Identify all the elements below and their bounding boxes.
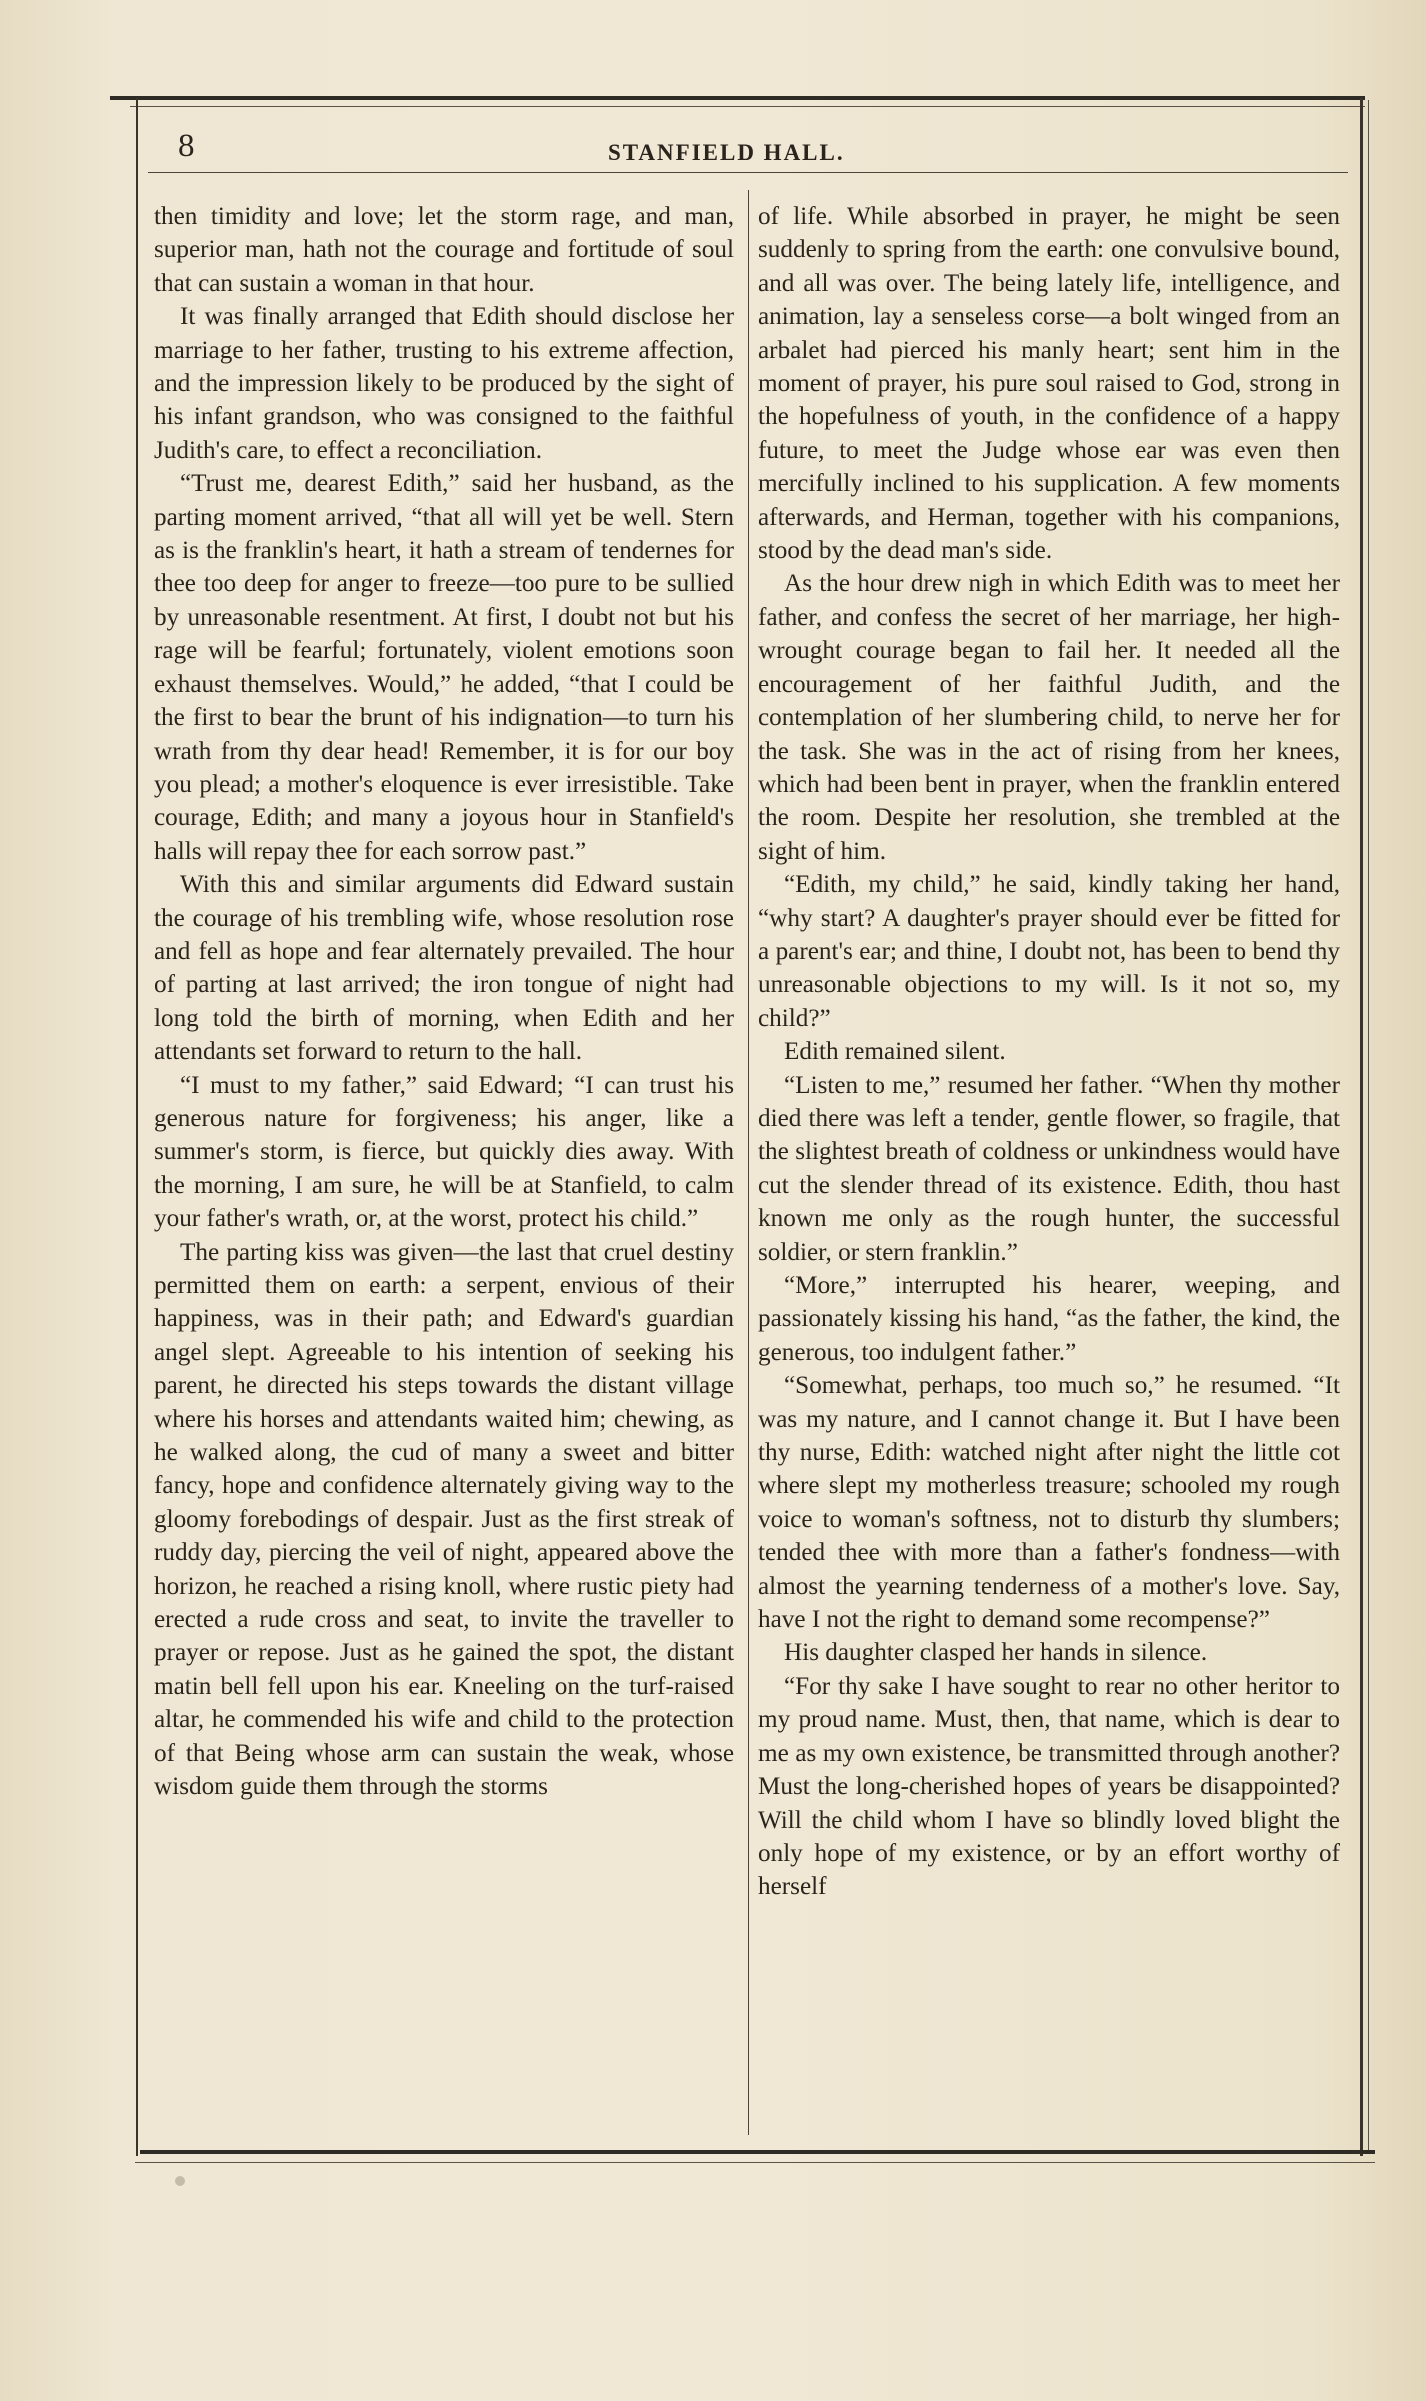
top-border-rule [110, 96, 1365, 100]
paragraph: With this and similar arguments did Edward sustain the courage of his trembling wife, whose resolution rose and fell as hope and fear alternately prevailed. The hour of parting at last arrived; the iron tongue of night had long told the birth of morning, when Edith and her attendants set forward to return to the hall. [154, 871, 734, 1066]
paragraph: then timidity and love; let the storm rage, and man, superior man, hath not the courage and fortitude of soul that can sustain a woman in that hour. [154, 203, 734, 297]
running-title: STANFIELD HALL. [608, 140, 845, 165]
paragraph: “Edith, my child,” he said, kindly taking her hand, “why start? A daughter's prayer should ever be fitted for a parent's ear; and thine, I doubt not, has been to bend thy unreasonable objections to my will. Is it not so, my child?” [758, 871, 1340, 1032]
paragraph: Edith remained silent. [784, 1038, 1006, 1066]
paragraph: of life. While absorbed in prayer, he might be seen suddenly to spring from the earth: one convulsive bound, and all was over. The being lately life, intelligence, and animation, lay a senseless corse—a bolt winged from an arbalet had pierced his manly heart; sent him in the moment of prayer, his pure soul raised to God, strong in the hopefulness of youth, in the confidence of a happy future, to meet the Judge whose ear was even then mercifully inclined to his supplication. A few moments afterwards, and Herman, together with his companions, stood by the dead man's side. [758, 203, 1340, 565]
paragraph: “For thy sake I have sought to rear no other heritor to my proud name. Must, then, that name, which is dear to me as my own existence, be transmitted through another? Must the long-cherished hopes of years be disappointed? Will the child whom I have so blindly loved blight the only hope of my existence, or by an effort worthy of herself [758, 1672, 1340, 1901]
paragraph: “More,” interrupted his hearer, weeping, and passionately kissing his hand, “as the father, the kind, the generous, too indulgent father.” [758, 1272, 1340, 1366]
paragraph: “I must to my father,” said Edward; “I can trust his generous nature for forgiveness; his anger, like a summer's storm, is fierce, but quickly dies away. With the morning, I am sure, he will be at Stanfield, to calm your father's wrath, or, at the worst, protect his child.” [154, 1071, 734, 1233]
bottom-border-rule [140, 2150, 1375, 2154]
right-border-thin-rule [1368, 100, 1369, 2154]
left-column [154, 200, 734, 1804]
page-number: 8 [178, 128, 195, 164]
paragraph: “Trust me, dearest Edith,” said her husband, as the parting moment arrived, “that all will yet be well. Stern as is the franklin's heart, it hath a stream of tendernes for thee too deep for anger to freeze—too pure to be sullied by unreasonable resentment. At first, I doubt not but his rage will be fearful; fortunately, violent emotions soon exhaust themselves. Would,” he added, “that I could be the first to bear the brunt of his indignation—to turn his wrath from thy dear head! Remember, it is for our boy you plead; a mother's eloquence is ever irresistible. Take courage, Edith; and many a joyous hour in Stanfield's halls will repay thee for each sorrow past.” [154, 470, 734, 865]
right-border-rule [1360, 98, 1363, 2156]
ink-smudge [175, 2176, 185, 2186]
right-column [758, 200, 1340, 1904]
paragraph: It was finally arranged that Edith should disclose her marriage to her father, trusting to his extreme affection, and the impression likely to be produced by the sight of his infant grandson, who was consigned to the faithful Judith's care, to effect a reconciliation. [154, 303, 734, 464]
paragraph: “Somewhat, perhaps, too much so,” he resumed. “It was my nature, and I cannot change it. But I have been thy nurse, Edith: watched night after night the little cot where slept my motherless treasure; schooled my rough voice to woman's softness, not to disturb thy slumbers; tended thee with more than a father's fondness—with almost the yearning tenderness of a mother's love. Say, have I not the right to demand some recompense?” [758, 1372, 1340, 1634]
top-border-thin-rule [130, 106, 1365, 107]
column-divider [748, 190, 749, 2135]
left-border-rule [136, 98, 138, 2156]
paragraph: His daughter clasped her hands in silence. [784, 1639, 1208, 1667]
bottom-border-thin-rule [135, 2162, 1375, 2163]
paragraph: “Listen to me,” resumed her father. “When thy mother died there was left a tender, gentle flower, so fragile, that the slightest breath of coldness or unkindness would have cut the slender thread of its existence. Edith, thou hast known me only as the rough hunter, the successful soldier, or stern franklin.” [758, 1071, 1340, 1266]
paragraph: The parting kiss was given—the last that cruel destiny permitted them on earth: a serpent, envious of their happiness, was in their path; and Edward's guardian angel slept. Agreeable to his intention of seeking his parent, he directed his steps towards the distant village where his horses and attendants waited him; chewing, as he walked along, the cud of many a sweet and bitter fancy, hope and confidence alternately giving way to the gloomy forebodings of despair. Just as the first streak of ruddy day, piercing the veil of night, appeared above the horizon, he reached a rising knoll, where rustic piety had erected a rude cross and seat, to invite the traveller to prayer or repose. Just as he gained the spot, the distant matin bell fell upon his ear. Kneeling on the turf-raised altar, he commended his wife and child to the protection of that Being whose arm can sustain the weak, whose wisdom guide them through the storms [154, 1238, 734, 1801]
paragraph: As the hour drew nigh in which Edith was to meet her father, and confess the secret of her marriage, her high-wrought courage began to fail her. It needed all the encouragement of her faithful Judith, and the contemplation of her slumbering child, to nerve her for the task. She was in the act of rising from her knees, which had been bent in prayer, when the franklin entered the room. Despite her resolution, she trembled at the sight of him. [758, 570, 1340, 865]
header-rule [148, 172, 1348, 173]
